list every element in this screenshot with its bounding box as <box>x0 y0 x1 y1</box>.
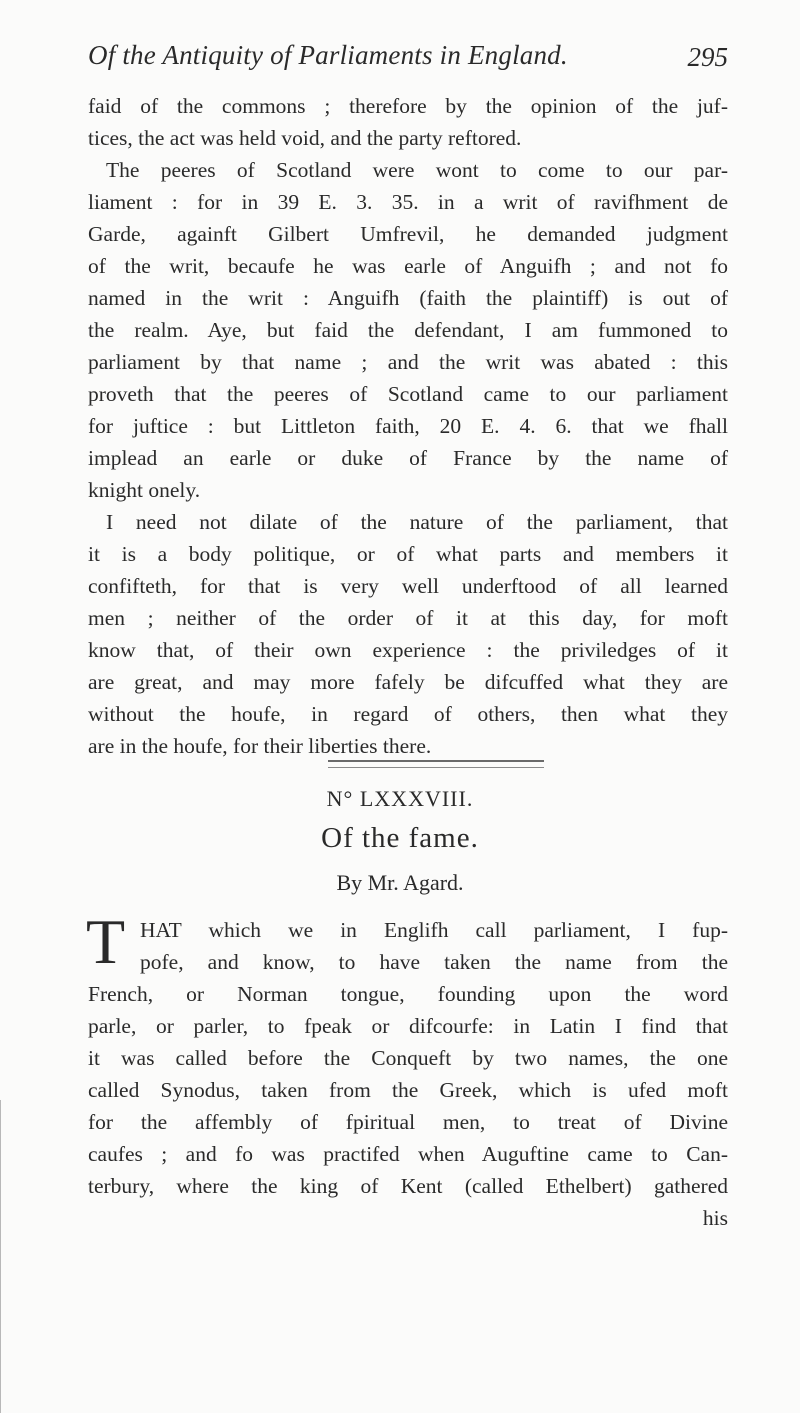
text-line: are in the houfe, for their liberties there. <box>88 734 432 758</box>
section-divider <box>328 760 544 768</box>
text-line: liament : for in 39 E. 3. 35. in a writ of ravifhment de <box>88 190 728 214</box>
text-line: for the affembly of fpiritual men, to treat of Divine <box>88 1110 728 1134</box>
scan-edge <box>0 1100 9 1413</box>
article-number: N° LXXXVIII. <box>326 786 474 811</box>
text-line: parliament by that name ; and the writ was abated : this <box>88 350 728 374</box>
text-line: faid of the commons ; therefore by the opinion of the juf- <box>88 94 728 118</box>
page-number: 295 <box>687 42 728 72</box>
text-line: the realm. Aye, but faid the defendant, I am fummoned to <box>88 318 728 342</box>
text-line: named in the writ : Anguifh (faith the plaintiff) is out of <box>88 286 728 310</box>
text-line: confifteth, for that is very well underftood of all learned <box>88 574 728 598</box>
text-line: terbury, where the king of Kent (called Ethelbert) gathered <box>88 1174 728 1198</box>
text-line: know that, of their own experience : the priviledges of it <box>88 638 728 662</box>
text-line: parle, or parler, to fpeak or difcourfe: in Latin I find that <box>88 1014 728 1038</box>
text-line: are great, and may more fafely be difcuffed what they are <box>88 670 728 694</box>
text-line: I need not dilate of the nature of the parliament, that <box>106 510 728 534</box>
text-line: proveth that the peeres of Scotland came to our parliament <box>88 382 728 406</box>
running-title: Of the Antiquity of Parliaments in England. <box>88 40 568 70</box>
text-line: caufes ; and fo was practifed when Auguftine came to Can- <box>88 1142 728 1166</box>
text-line: for juftice : but Littleton faith, 20 E. 4. 6. that we fhall <box>88 414 728 438</box>
text-line: implead an earle or duke of France by the name of <box>88 446 728 470</box>
text-line: The peeres of Scotland were wont to come to our par- <box>106 158 728 182</box>
text-line: without the houfe, in regard of others, then what they <box>88 702 728 726</box>
body-text-section-1 <box>88 90 728 762</box>
text-line: it was called before the Conqueft by two names, the one <box>88 1046 728 1070</box>
running-head <box>88 40 728 84</box>
drop-cap: T <box>86 906 126 977</box>
text-line: men ; neither of the order of it at this day, for moft <box>88 606 728 630</box>
text-line: of the writ, becaufe he was earle of Anguifh ; and not fo <box>88 254 728 278</box>
catchword: his <box>702 1206 728 1230</box>
text-line: knight onely. <box>88 478 201 502</box>
text-line: HAT which we in Englifh call parliament, I fup- <box>140 918 728 942</box>
text-line: called Synodus, taken from the Greek, which is ufed moft <box>88 1078 728 1102</box>
text-line: tices, the act was held void, and the party reftored. <box>88 126 522 150</box>
text-line: it is a body politique, or of what parts and members it <box>88 542 728 566</box>
text-line: pofe, and know, to have taken the name from the <box>140 950 728 974</box>
text-line: Garde, againft Gilbert Umfrevil, he demanded judgment <box>88 222 728 246</box>
text-line: French, or Norman tongue, founding upon the word <box>88 982 728 1006</box>
byline: By Mr. Agard. <box>336 870 464 895</box>
body-text-section-2 <box>88 914 728 1234</box>
article-title: Of the fame. <box>321 822 479 854</box>
